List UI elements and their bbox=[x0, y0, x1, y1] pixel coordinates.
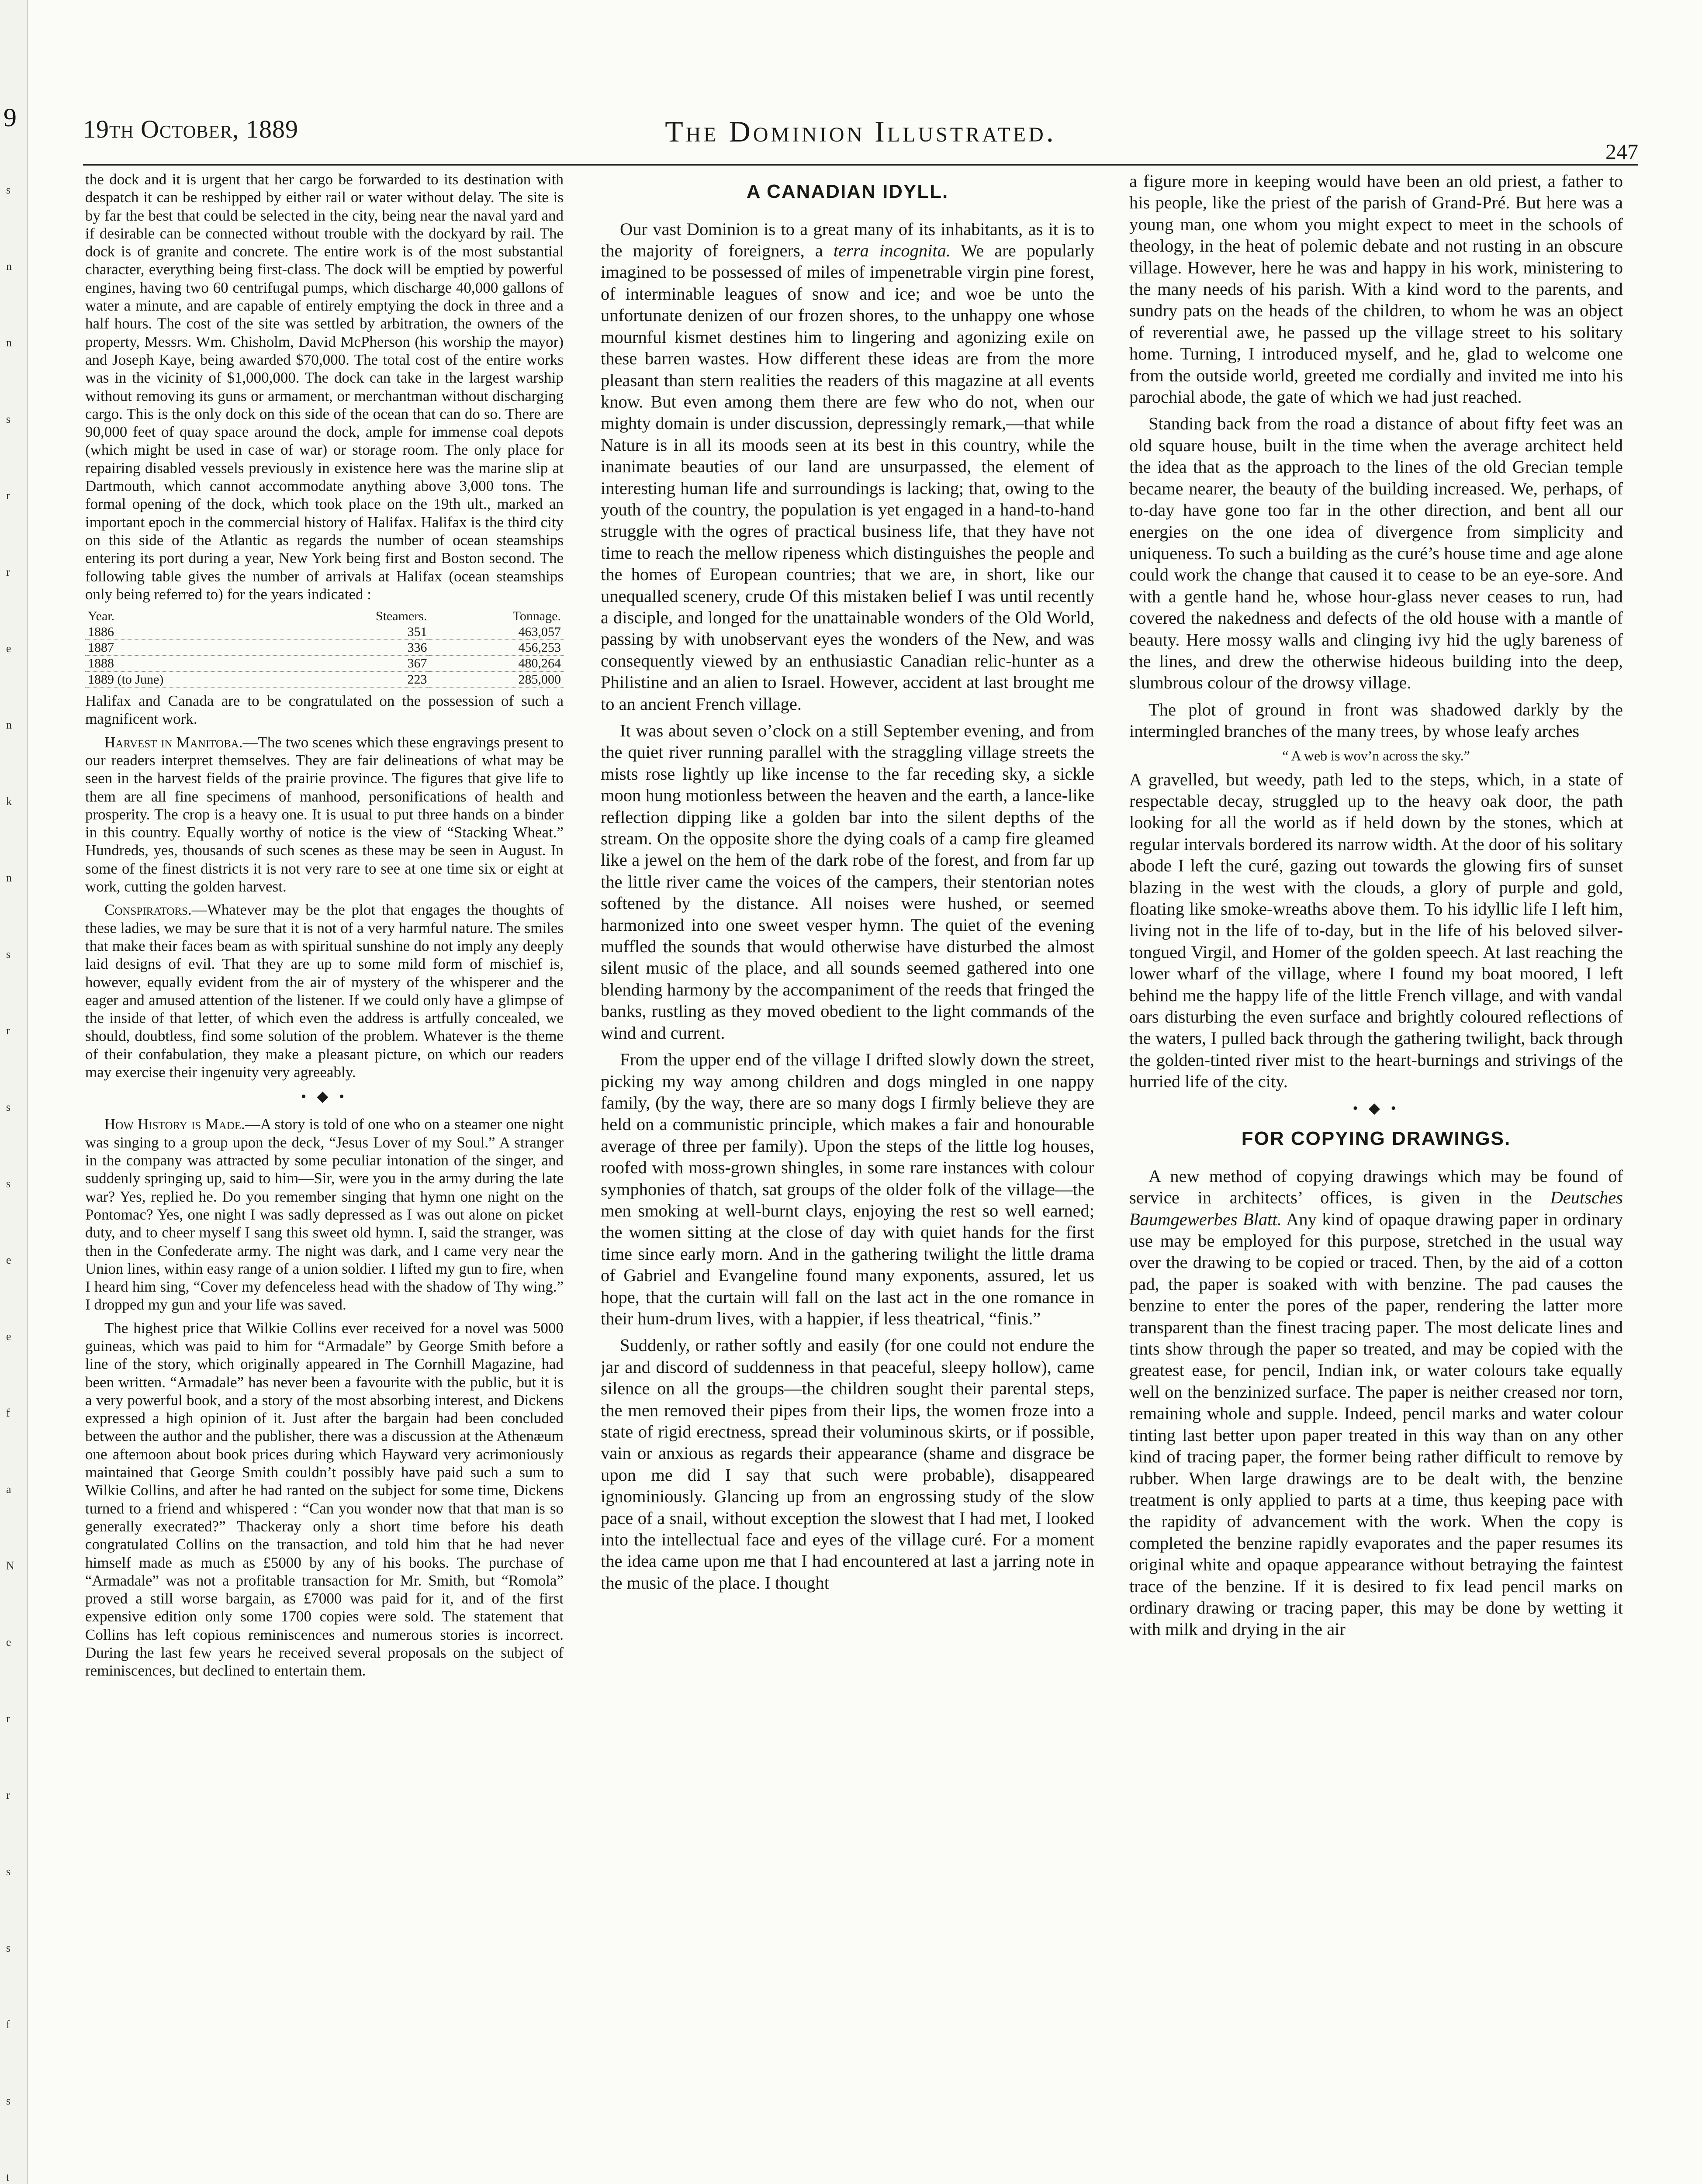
margin-letter: t bbox=[6, 2171, 10, 2184]
history-paragraph bbox=[85, 1115, 564, 1313]
margin-letter: r bbox=[6, 566, 10, 578]
idyll-paragraph-7: The plot of ground in front was shadowed darkly by the intermingled branches of the many trees, by whose leafy arches bbox=[1129, 699, 1623, 741]
margin-letter: n bbox=[6, 336, 12, 349]
table-row bbox=[85, 656, 564, 671]
page-number: 247 bbox=[1605, 139, 1638, 164]
margin-letter: s bbox=[6, 1101, 11, 1113]
harvest-paragraph bbox=[85, 733, 564, 896]
dock-article-paragraph: the dock and it is urgent that her cargo be forwarded to its destination with despatch it can be reshipped by either rail or water without delay. The site is by far the best that could be selected in the city, being near the naval yard and if desirable can be connected without trouble with the dockyard by rail. The dock is of granite and concrete. The entire work is of the most substantial character, everything being first-class. The dock will be emptied by powerful engines, having two 60 centrifugal pumps, which discharge 40,000 gallons of water a minute, and are capable of entirely emptying the dock in three and a half hours. The cost of the site was settled by arbitration, the owners of the property, Messrs. Wm. Chisholm, David McPherson (his worship the mayor) and Joseph Kaye, being awarded $70,000. The total cost of the entire works was in the vicinity of $1,000,000. The dock can take in the largest warship without removing its guns or armament, or merchantman without discharging cargo. This is the only dock on this side of the ocean that can do so. There are 90,000 feet of quay space around the dock, ample for immense coal depots (which might be used in case of war) or storage room. The only place for repairing disabled vessels previously in existence here was the marine slip at Dartmouth, which cannot accommodate anything above 3,000 tons. The formal opening of the dock, which took place on the 19th ult., marked an important epoch in the commercial history of Halifax. Halifax is the third city on this side of the Atlantic as regards the number of ocean steamships entering its port during a year, New York being first and Boston second. The following table gives the number of arrivals at Halifax (ocean steamships only being referred to) for the years indicated : bbox=[85, 171, 564, 603]
margin-letter: s bbox=[6, 1865, 11, 1878]
table-header-steamers: Steamers. bbox=[375, 609, 427, 624]
idyll-paragraph-3: From the upper end of the village I drifted slowly down the street, picking my way among children and dogs mingled in one nappy family, (by the way, there are so many dogs I firmly believe they are held on a communistic principle, which makes a fair and honourable average of three per family). Upon the steps of the little log houses, roofed with moss-grown shingles, in some rare instances with colour symphonies of thatch, sat groups of the older folk of the village—the men smoking at well-burnt clays, enjoying the rest so well earned; the women sitting at the close of day with quiet hands for the first time since early morn. And in the gathering twilight the little drama of Gabriel and Evangeline found many exponents, assured, let us hope, that the curtain will fall on the last act in the one romance in their hum-drum lives, with a happier, if less theatrical, “finis.” bbox=[601, 1050, 1094, 1328]
idyll-p1-italic: terra incognita. bbox=[833, 241, 951, 261]
harvest-lead: Harvest in Manitoba. bbox=[104, 733, 243, 751]
conspirators-text: —Whatever may be the plot that engages the thoughts of these ladies, we may be sure that it is not of a very harmful nature. The smiles that make their faces beam as with spiritual sunshine do not imply any deeply laid designs of evil. That they are up to some mild form of mischief is, however, equally evident from the air of mystery of the whisperer and the eager and amused attention of the listener. If we could only have a glimpse of the inside of that letter, of which even the address is artfully concealed, we should, doubtless, find some solution of the problem. Whatever is the theme of their confabulation, they make a pleasant picture, on which our readers may exercise their ingenuity very agreeably. bbox=[85, 901, 564, 1081]
margin-letter: f bbox=[6, 1406, 10, 1419]
margin-letter: n bbox=[6, 260, 12, 273]
left-margin-strip bbox=[0, 0, 28, 2184]
table-cell: 223 bbox=[288, 671, 429, 687]
table-cell: 336 bbox=[288, 639, 429, 655]
table-row bbox=[85, 639, 564, 655]
margin-letter: n bbox=[6, 871, 12, 884]
margin-letter: r bbox=[6, 1712, 10, 1725]
margin-letter: n bbox=[6, 719, 12, 731]
idyll-paragraph-8: A gravelled, but weedy, path led to the steps, which, in a state of respectable decay, struggled up to the heavy oak door, the path looking for all the world as if held down by the stones, which at regular intervals bordered its narrow width. At the door of his solitary abode I left the curé, gazing out towards the glowing firs of sunset blazing in the west with the clouds, a glory of purple and gold, floating like smoke-wreaths above them. To his idyllic life I left him, living not in the life of to-day, but in the life of his beloved silver-tongued Virgil, and Homer of the golden speech. At last reaching the lower wharf of the village, where I found my boat moored, I left behind me the happy life of the little French village, and with vandal oars disturbing the even surface and brightly coloured reflections of the waters, I pulled back through the gathering twilight, back through the golden-tinted river mist to the heart-burnings and strivings of the hurried life of the city. bbox=[1129, 769, 1623, 1092]
margin-letter: s bbox=[6, 1942, 11, 1954]
table-cell: 1887 bbox=[85, 639, 288, 655]
idyll-p1-rest: We are popularly imagined to be possessed of miles of impenetrable virgin pine forest, of interminable leagues of snow and ice; and woe be unto the unfortunate denizen of our frozen shores, to the unhappy one whose mournful kismet destines him to lingering and agonizing exile on these barren wastes. How different these ideas are from the more pleasant than stern realities the readers of this magazine at all events know. But even among them there are few who do not, when our mighty domain is under discussion, depressingly remark,—that while Nature is in all its moods seen at its best in this country, while the inanimate beauties of our land are unsurpassed, the element of interesting human life and surroundings is lacking; that, owing to the youth of the country, the population is yet engaged in a hand-to-hand struggle with the ogres of practical business life, that they have not time to reach the mellow ripeness which distinguishes the people and the homes of European countries; that we are, in short, like our unequalled scenery, crude Of this mistaken belief I was until recently a disciple, and longed for the unattainable wonders of the Old World, passing by with unobservant eyes the wonders of the New, and was consequently viewed by an enthusiastic Canadian relic-hunter as a Philistine and an alien to Israel. However, accident at last brought me to an ancient French village. bbox=[601, 241, 1094, 714]
margin-letter: e bbox=[6, 642, 11, 655]
idyll-paragraph-5: a figure more in keeping would have been an old priest, a father to his people, like the priest of the parish of Grand-Pré. But here was a young man, one whom you might expect to meet in the schools of theology, in the heat of polemic debate and not rusting in an obscure village. However, here he was and happy in his work, ministering to the many needs of his parish. With a kind word to the parents, and sundry pats on the heads of the children, to whom he was an object of reverential awe, he passed up the village street to his solitary home. Turning, I introduced myself, and he, glad to welcome one from the outside world, greeted me cordially and invited me into his parochial abode, the gate of which we had just reached. bbox=[1129, 171, 1623, 407]
margin-letter: r bbox=[6, 1024, 10, 1037]
section-ornament: • ◆ • bbox=[1353, 1100, 1400, 1116]
steamship-arrivals-table bbox=[85, 608, 564, 688]
margin-letter: r bbox=[6, 489, 10, 502]
idyll-paragraph-1 bbox=[601, 218, 1094, 715]
table-cell: 1889 (to June) bbox=[85, 671, 288, 687]
verse-quote: “ A web is wov’n across the sky.” bbox=[1282, 747, 1470, 764]
table-cell: 456,253 bbox=[429, 639, 564, 655]
table-cell: 285,000 bbox=[429, 671, 564, 687]
margin-letter: f bbox=[6, 2018, 10, 2031]
margin-letter: s bbox=[6, 948, 11, 961]
margin-letter: a bbox=[6, 1483, 11, 1496]
copying-p-rest: Any kind of opaque drawing paper in ordinary use may be employed for this purpose, stretched in the usual way over the drawing to be copied or traced. Then, by the aid of a cotton pad, the paper is soaked with with benzine. The pad causes the benzine to enter the pores of the paper, rendering the latter more transparent than the finest tracing paper. The most delicate lines and tints show through the paper so treated, and may be copied with the greatest ease, for pencil, Indian ink, or water colours take equally well on the benzinized surface. The paper is neither creased nor torn, remaining whole and supple. Indeed, pencil marks and water colour tinting last better upon paper treated in this way than on any other kind of tracing paper, the former being rather difficult to remove by rubber. When large drawings are to be dealt with, the benzine treatment is only applied to parts at a time, thus keeping pace with the rapidity of advancement with the work. When the copy is completed the benzine rapidly evaporates and the paper resumes its original white and opaque appearance without betraying the faintest trace of the benzine. If it is desired to fix lead pencil marks on ordinary drawing or tracing paper, this may be done by wetting it with milk and drying in the air bbox=[1129, 1209, 1623, 1639]
margin-letter: e bbox=[6, 1636, 11, 1648]
table-cell: 367 bbox=[288, 656, 429, 671]
margin-letter: e bbox=[6, 1254, 11, 1266]
margin-letter: s bbox=[6, 1177, 11, 1190]
previous-page-number-fragment: 9 bbox=[3, 103, 17, 132]
table-cell: 463,057 bbox=[429, 624, 564, 640]
margin-letter: k bbox=[6, 795, 12, 808]
conspirators-lead: Conspirators. bbox=[104, 901, 192, 919]
history-text: —A story is told of one who on a steamer one night was singing to a group upon the deck, “Jesus Lover of my Soul.” A stranger in the company was attracted by some peculiar intonation of the singer, and suddenly springing up, said to him—Sir, were you in the army during the late war? Yes, replied he. Do you remember singing that hymn one night on the Pontomac? Yes, one night I was sadly depressed as I was out alone on picket duty, and to cheer myself I sang this sweet old hymn. I, said the stranger, was then in the Confederate army. The night was dark, and I came very near the Union lines, within easy range of a union soldier. I lifted my gun to fire, when I heard him sing, “Cover my defenceless head with the shadow of Thy wing.” I dropped my gun and your life was saved. bbox=[85, 1116, 564, 1313]
column-2 bbox=[601, 170, 1094, 2184]
conspirators-paragraph bbox=[85, 901, 564, 1081]
margin-letter: s bbox=[6, 413, 11, 425]
article-heading-copying-drawings: FOR COPYING DRAWINGS. bbox=[1241, 1128, 1511, 1150]
header-rule bbox=[83, 164, 1638, 166]
table-header-year: Year. bbox=[88, 609, 115, 624]
table-header-tonnage: Tonnage. bbox=[512, 609, 561, 624]
harvest-text: —The two scenes which these engravings present to our readers interpret themselves. They are fair delineations of what may be seen in the harvest fields of the prairie province. The figures that give life to them are all fine specimens of manhood, personifications of health and prosperity. The crop is a heavy one. It is usual to put three hands on a binder in this country. Equally worthy of notice is the view of “Stacking Wheat.” Hundreds, yes, thousands of such scenes as these may be seen in August. In some of the finest districts it is not very rare to see at one time six or eight at work, cutting the golden harvest. bbox=[85, 733, 564, 895]
idyll-paragraph-4: Suddenly, or rather softly and easily (for one could not endure the jar and discord of suddenness in that peaceful, sleepy hollow), came silence on all the groups—the children sought their parental steps, the men removed their pipes from their lips, the women froze into a state of rigid erectness, spread their voluminous skirts, or if possible, vain or anxious as regards their appearance (shame and disgrace be upon me did I say that such were probable), disappeared ignominiously. Glancing up from an engrossing study of the slow pace of a snail, without exception the slowest that I had met, I looked into the intellectual face and eyes of the village curé. For a moment the idea came upon me that I had encountered at last a jarring note in the music of the place. I thought bbox=[601, 1335, 1094, 1593]
running-header bbox=[83, 114, 1638, 162]
copying-p-italic: Deutsches Baumgewerbes Blatt. bbox=[1129, 1188, 1623, 1229]
issue-date: 19th October, 1889 bbox=[83, 115, 299, 143]
margin-letter: s bbox=[6, 183, 11, 196]
publication-title: The Dominion Illustrated. bbox=[665, 115, 1056, 148]
collins-paragraph: The highest price that Wilkie Collins ever received for a novel was 5000 guineas, which was paid to him for “Armadale” by George Smith before a line of the story, which originally appeared in The Cornhill Magazine, had been written. “Armadale” has never been a favourite with the public, but it is a very powerful book, and a story of the most absorbing interest, and Dickens expressed a high opinion of it. Just after the bargain had been concluded between the author and the publisher, there was a discussion at the Athenæum one afternoon about book prices during which Hayward very acrimoniously maintained that George Smith couldn’t possibly have paid such a sum to Wilkie Collins, and after he had ranted on the subject for some time, Dickens turned to a friend and whispered : “Can you wonder now that that man is so generally execrated?” Thackeray only a short time before his death congratulated Collins on the transaction, and told him that he had never himself made as much as £5000 by any of his books. The purchase of “Armadale” was not a profitable transaction for Mr. Smith, but “Romola” proved a still worse bargain, as £7000 was paid for it, and of the first expensive edition only some 1700 copies were sold. The statement that Collins has left copious reminiscences and numerous stories is incorrect. During the last few years he received several proposals on the subject of reminiscences, but declined to entertain them. bbox=[85, 1319, 564, 1679]
table-cell: 480,264 bbox=[429, 656, 564, 671]
margin-letter: r bbox=[6, 1789, 10, 1801]
column-1 bbox=[85, 170, 564, 2184]
column-3 bbox=[1129, 170, 1623, 2184]
idyll-paragraph-6: Standing back from the road a distance of about fifty feet was an old square house, built in the time when the average architect held the idea that as the approach to the lines of the old Grecian temple became nearer, the beauty of the building increased. We, perhaps, of to-day have gone too far in the other direction, and bent all our energies on the one idea of divergence from simplicity and uniqueness. To such a building as the curé’s house time and age alone could work the change that caused it to cease to be an eye-sore. And with a gentle hand he, whose hour-glass never ceases to run, had covered the nakedness and defects of the old house with a mantle of beauty. Here mossy walls and clinging ivy hid the ugly bareness of the lines, and drew the otherwise hideous building into the deep, slumbrous colour of the drowsy village. bbox=[1129, 414, 1623, 693]
margin-letter: N bbox=[6, 1559, 14, 1572]
copying-paragraph bbox=[1129, 1165, 1623, 1640]
table-cell: 351 bbox=[288, 624, 429, 640]
history-lead: How History is Made. bbox=[104, 1116, 245, 1133]
margin-letter: e bbox=[6, 1330, 11, 1343]
table-row bbox=[85, 671, 564, 687]
idyll-paragraph-2: It was about seven o’clock on a still September evening, and from the quiet river running parallel with the straggling village streets the mists rose lightly up like incense to the far receding sky, a sickle moon hung motionless between the heaven and the earth, a lance-like reflection dipping like a golden bar into the silent depths of the stream. On the opposite shore the dying coals of a camp fire gleamed like a jewel on the hem of the dark robe of the forest, and from far up the little river came the voices of the campers, their stentorian notes softened by the distance. All noises were hushed, or seemed harmonized into one sweet vesper hymn. The quiet of the evening muffled the sounds that would otherwise have disturbed the almost silent music of the place, and all sounds seemed gathered into one blending harmony by the accompaniment of the reeds that fringed the banks, rustling as they moved obedient to the light commands of the wind and current. bbox=[601, 721, 1094, 1043]
article-heading-canadian-idyll: A CANADIAN IDYLL. bbox=[746, 181, 949, 202]
margin-letter: s bbox=[6, 2094, 11, 2107]
table-cell: 1888 bbox=[85, 656, 288, 671]
halifax-congratulation: Halifax and Canada are to be congratulated on the possession of such a magnificent work. bbox=[85, 692, 564, 728]
copying-p-start: A new method of copying drawings which may be found of service in architects’ offices, is given in the bbox=[1129, 1166, 1623, 1208]
section-ornament: • ◆ • bbox=[301, 1089, 348, 1105]
table-row bbox=[85, 624, 564, 640]
table-cell: 1886 bbox=[85, 624, 288, 640]
idyll-p1-start: Our vast Dominion is to a great many of its inhabitants, as it is to the majority of foreigners, a bbox=[601, 219, 1094, 261]
